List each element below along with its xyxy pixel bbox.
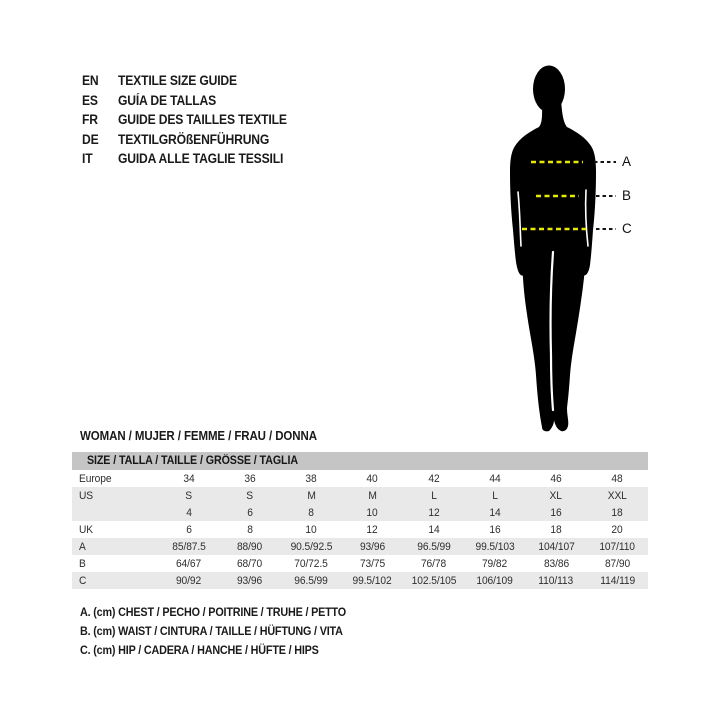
table-cell-text: 36	[244, 472, 256, 485]
table-cell	[219, 541, 280, 553]
table-cell-text: 12	[366, 523, 378, 536]
note-hip: C. (cm) HIP / CADERA / HANCHE / HÜFTE / HIPS	[80, 642, 319, 657]
table-cell	[526, 558, 587, 570]
table-cell-text: 104/107	[537, 540, 575, 553]
size-table-body	[72, 470, 648, 589]
table-cell-text: 114/119	[599, 574, 635, 587]
table-cell	[464, 473, 525, 485]
table-cell-text: 96.5/99	[294, 574, 328, 587]
language-title: TEXTILGRÖßENFÜHRUNG	[118, 131, 270, 147]
table-cell-text: 14	[489, 506, 501, 519]
language-row-it	[82, 149, 287, 169]
table-cell	[158, 558, 219, 570]
language-code: IT	[82, 151, 93, 167]
measurement-notes	[80, 603, 376, 659]
table-cell	[403, 507, 464, 519]
table-cell-text: 10	[305, 523, 317, 536]
table-cell	[219, 558, 280, 570]
language-code: EN	[82, 73, 99, 88]
table-cell-text: 16	[489, 523, 501, 536]
note-chest: A. (cm) CHEST / PECHO / POITRINE / TRUHE / PETTO	[80, 605, 346, 619]
size-table-header	[72, 452, 648, 470]
table-cell-text: L	[430, 489, 437, 502]
table-cell-text: 73/75	[359, 557, 385, 570]
table-cell-text: 46	[550, 472, 562, 485]
language-title: GUIDA ALLE TAGLIE TESSILI	[118, 151, 284, 167]
size-table-header-label: SIZE / TALLA / TAILLE / GRÖSSE / TAGLIA	[86, 455, 299, 467]
table-cell-text: 87/90	[604, 557, 630, 570]
table-row	[72, 572, 648, 589]
table-cell	[403, 524, 464, 536]
size-table	[72, 452, 648, 589]
table-cell	[281, 575, 342, 587]
table-cell-text: XL	[549, 489, 563, 502]
row-label	[72, 558, 158, 570]
table-cell-text: 48	[611, 472, 623, 485]
table-cell-text: 14	[428, 523, 440, 536]
note-waist: B. (cm) WAIST / CINTURA / TAILLE / HÜFTUNG / VITA	[80, 623, 343, 638]
table-cell	[219, 507, 280, 519]
language-row-fr	[82, 110, 287, 130]
table-cell-text: 18	[550, 523, 562, 536]
table-cell	[219, 490, 280, 502]
row-label	[72, 490, 158, 502]
table-cell-text: XXL	[607, 489, 627, 502]
language-row-en	[82, 71, 287, 91]
language-code: ES	[82, 92, 98, 108]
table-cell-text: 8	[308, 506, 314, 519]
table-cell	[219, 575, 280, 587]
table-cell-text: 110/113	[538, 574, 574, 587]
row-label	[72, 575, 158, 587]
table-cell	[281, 558, 342, 570]
table-cell-text: 90.5/92.5	[290, 540, 333, 553]
table-cell	[464, 558, 525, 570]
table-cell	[464, 541, 525, 553]
table-cell-text: M	[368, 489, 377, 502]
table-cell	[158, 524, 219, 536]
row-label-text: Europe	[79, 472, 112, 485]
table-cell-text: 93/96	[359, 540, 385, 553]
table-cell-text: 99.5/102	[352, 574, 392, 587]
table-cell	[219, 473, 280, 485]
row-label	[72, 541, 158, 553]
table-cell-text: 88/90	[237, 540, 263, 553]
row-label-text: US	[79, 489, 94, 502]
table-cell	[158, 507, 219, 519]
table-cell	[403, 490, 464, 502]
table-cell	[281, 490, 342, 502]
table-cell-text: M	[306, 489, 316, 502]
table-cell	[464, 490, 525, 502]
measure-label-waist: B	[622, 188, 632, 203]
table-cell-text: 68/70	[237, 557, 263, 570]
table-cell	[587, 541, 648, 553]
table-cell	[403, 473, 464, 485]
table-cell	[342, 490, 403, 502]
table-row	[72, 555, 648, 572]
table-cell-text: 44	[489, 472, 501, 485]
table-cell	[158, 541, 219, 553]
table-cell-text: 20	[611, 523, 623, 536]
table-cell	[342, 473, 403, 485]
row-label	[72, 473, 158, 485]
table-cell	[587, 575, 648, 587]
table-row	[72, 504, 648, 521]
table-cell	[342, 558, 403, 570]
row-label-text: C	[79, 574, 87, 587]
table-cell	[281, 507, 342, 519]
table-cell-text: 64/67	[176, 557, 202, 570]
table-cell	[526, 490, 587, 502]
table-cell-text: 34	[183, 472, 195, 485]
table-cell	[464, 575, 525, 587]
table-cell-text: 83/86	[543, 557, 569, 570]
table-cell-text: S	[185, 489, 192, 502]
table-cell	[281, 541, 342, 553]
table-cell	[158, 473, 219, 485]
table-cell-text: 85/87.5	[171, 540, 206, 553]
table-cell-text: 102.5/105	[411, 574, 456, 587]
table-cell	[342, 541, 403, 553]
woman-silhouette-icon	[495, 60, 655, 432]
table-cell	[403, 558, 464, 570]
language-title: GUIDE DES TAILLES TEXTILE	[118, 112, 287, 128]
row-label-text: A	[79, 540, 86, 553]
table-cell-text: 8	[247, 523, 253, 536]
table-row	[72, 521, 648, 538]
language-title-list	[82, 71, 310, 169]
language-code: FR	[82, 112, 98, 128]
table-cell-text: 106/109	[476, 574, 514, 587]
table-cell-text: 4	[185, 506, 192, 519]
table-cell	[587, 490, 648, 502]
table-cell	[526, 541, 587, 553]
language-title: GUÍA DE TALLAS	[118, 92, 217, 108]
table-cell	[219, 524, 280, 536]
table-cell	[464, 524, 525, 536]
table-cell-text: 79/82	[482, 557, 508, 570]
table-cell-text: 6	[247, 506, 253, 519]
table-cell-text: L	[492, 489, 498, 502]
table-cell	[526, 507, 587, 519]
table-cell-text: 96.5/99	[416, 540, 451, 553]
table-cell	[403, 541, 464, 553]
table-row	[72, 538, 648, 555]
table-cell	[158, 490, 219, 502]
table-cell-text: 70/72.5	[294, 557, 328, 570]
language-row-de	[82, 130, 287, 150]
table-cell	[526, 473, 587, 485]
table-cell-text: 42	[428, 472, 440, 485]
language-title: TEXTILE SIZE GUIDE	[118, 73, 237, 88]
table-cell	[342, 524, 403, 536]
table-cell-text: S	[246, 489, 254, 502]
language-code: DE	[82, 131, 99, 147]
table-cell	[526, 524, 587, 536]
row-label-text: B	[79, 557, 86, 570]
table-cell	[342, 575, 403, 587]
table-cell	[587, 558, 648, 570]
table-cell-text: 10	[366, 506, 378, 519]
language-row-es	[82, 91, 287, 111]
table-cell	[158, 575, 219, 587]
table-row	[72, 470, 648, 487]
table-cell-text: 16	[550, 506, 562, 519]
table-cell-text: 99.5/103	[475, 540, 515, 553]
table-cell-text: 107/110	[599, 540, 636, 553]
table-cell-text: 38	[305, 472, 317, 485]
table-cell-text: 76/78	[421, 557, 447, 570]
table-cell	[587, 473, 648, 485]
table-cell	[403, 575, 464, 587]
table-cell	[342, 507, 403, 519]
table-cell	[526, 575, 587, 587]
table-cell-text: 90/92	[176, 574, 202, 587]
row-label	[72, 507, 158, 519]
table-cell	[281, 524, 342, 536]
table-cell-text: 6	[185, 523, 192, 536]
measure-label-hip: C	[622, 221, 632, 236]
gender-heading: WOMAN / MUJER / FEMME / FRAU / DONNA	[80, 429, 317, 443]
table-cell	[464, 507, 525, 519]
table-row	[72, 487, 648, 504]
table-cell	[587, 524, 648, 536]
table-cell-text: 40	[366, 472, 378, 485]
measure-label-chest: A	[622, 154, 632, 169]
row-label	[72, 524, 158, 536]
table-cell	[281, 473, 342, 485]
table-cell	[587, 507, 648, 519]
table-cell-text: 18	[611, 506, 623, 519]
table-cell-text: 12	[428, 506, 440, 519]
table-cell-text: 93/96	[237, 574, 263, 587]
row-label-text: UK	[79, 523, 94, 536]
